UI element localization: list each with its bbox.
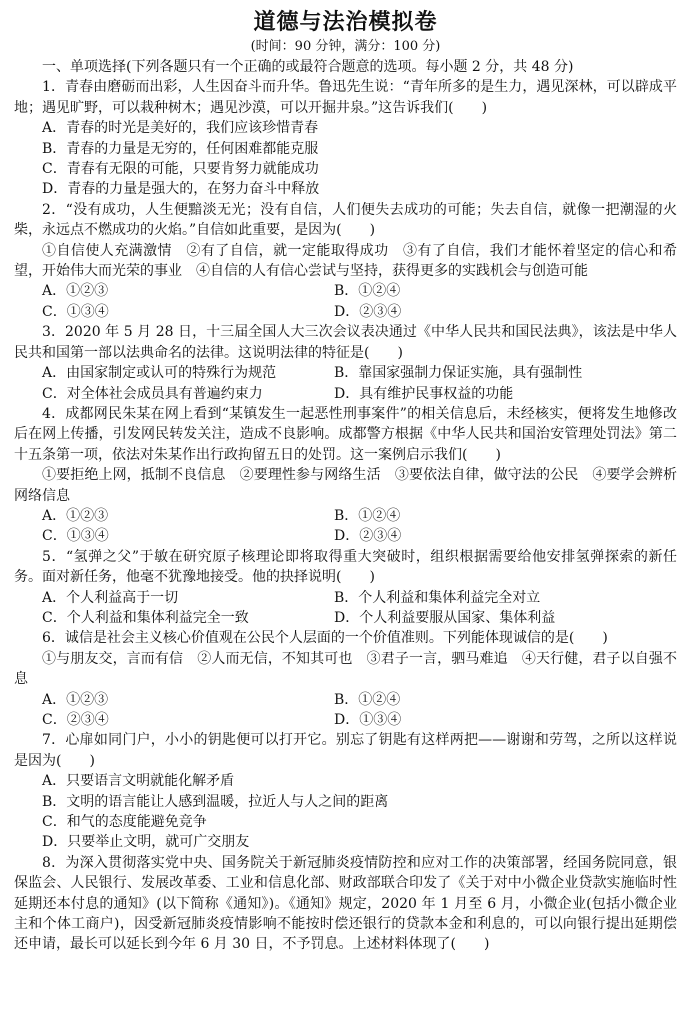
- option-c: C．①③④: [42, 528, 109, 545]
- option-c: C．对全体社会成员具有普遍约束力: [42, 385, 263, 402]
- option-c: C．②③④: [42, 712, 109, 728]
- option-row: [14, 588, 677, 608]
- option-d: D．②③④: [334, 528, 402, 545]
- option-d: D．只要举止文明，就可广交朋友: [42, 834, 250, 851]
- question-stem: 8．为深入贯彻落实党中央、国务院关于新冠肺炎疫情防控和应对工作的决策部署，经国务院同意，银保监会、人民银行、发展改革委、工业和信息化部、财政部联合印发了《关于对中小微企业贷款实施临时性延期还本付息的通知》(以下简称《通知》)。《通知》规定，2020 年 1 月至 6 月，小微企业(包括小微企业主和个体工商户)，因受新冠肺炎疫情影响不能按时偿还银行的贷款本金和利息的，可以向银行提出延期偿还申请，最长可以延长到今年 6 月 30 日，不予罚息。上述材料体现了( ): [14, 854, 677, 953]
- question-stem: 1．青春由磨砺而出彩，人生因奋斗而升华。鲁迅先生说：“青年所多的是生力，遇见深林，可以辟成平地；遇见旷野，可以栽种树木；遇见沙漠，可以开掘井泉。”这告诉我们( ): [14, 79, 677, 116]
- option-row: [14, 302, 677, 322]
- page-title: 道德与法治模拟卷: [253, 10, 438, 35]
- exam-info: (时间：90 分钟，满分：100 分): [250, 39, 441, 54]
- option-row: [14, 363, 677, 383]
- option-row: [14, 384, 677, 404]
- option-a: A．①②③: [42, 691, 109, 708]
- option-c: C．个人利益和集体利益完全一致: [42, 609, 249, 626]
- option-d: D．①③④: [334, 712, 402, 728]
- option-row: [14, 526, 677, 546]
- question-statements: ①自信使人充满激情 ②有了自信，就一定能取得成功 ③有了自信，我们才能怀着坚定的信心和希望，开始伟大而光荣的事业 ④自信的人有信心尝试与坚持，获得更多的实践机会与创造可能: [14, 242, 677, 280]
- option-a: A．只要语言文明就能化解矛盾: [42, 773, 235, 790]
- option-c: C．①③④: [42, 303, 109, 320]
- option-row: [14, 710, 677, 730]
- option-d: D．②③④: [334, 303, 402, 320]
- question-statements: ①与朋友交，言而有信 ②人而无信，不知其可也 ③君子一言，驷马难追 ④天行健，君子以自强不息: [14, 650, 677, 688]
- option-row: [14, 608, 677, 628]
- option-b: B．①②④: [334, 507, 401, 524]
- option-a: A．青春的时光是美好的，我们应该珍惜青春: [42, 120, 319, 137]
- option-row: [14, 690, 677, 710]
- option-d: D．青春的力量是强大的，在努力奋斗中释放: [42, 181, 320, 198]
- option-d: D．具有维护民事权益的功能: [334, 385, 514, 402]
- option-a: A．①②③: [42, 283, 109, 300]
- option-c: C．和气的态度能避免竞争: [42, 814, 207, 831]
- question-stem: 6．诚信是社会主义核心价值观在公民个人层面的一个价值准则。下列能体现诚信的是( ): [42, 630, 608, 647]
- option-row: [14, 281, 677, 301]
- option-b: B．①②④: [334, 691, 401, 708]
- question-stem: 3．2020 年 5 月 28 日，十三届全国人大三次会议表决通过《中华人民共和国民法典》，该法是中华人民共和国第一部以法典命名的法律。这说明法律的特征是( ): [14, 324, 677, 361]
- option-b: B．靠国家强制力保证实施，具有强制性: [334, 365, 583, 382]
- option-b: B．文明的语言能让人感到温暖，拉近人与人之间的距离: [42, 793, 389, 810]
- option-c: C．青春有无限的可能，只要肯努力就能成功: [42, 161, 319, 178]
- option-a: A．个人利益高于一切: [42, 589, 179, 606]
- question-stem: 4．成都网民朱某在网上看到“某镇发生一起恶性刑事案件”的相关信息后，未经核实，便将发生地修改后在网上传播，引发网民转发关注，造成不良影响。成都警方根据《中华人民共和国治安管理处罚法》第二十五条第一项，依法对朱某作出行政拘留五日的处罚。这一案例启示我们( ): [14, 405, 677, 463]
- option-b: B．①②④: [334, 283, 401, 300]
- question-stem: 7．心扉如同门户，小小的钥匙便可以打开它。别忘了钥匙有这样两把——谢谢和劳驾，之所以这样说是因为( ): [14, 732, 677, 769]
- option-a: A．由国家制定或认可的特殊行为规范: [42, 365, 277, 382]
- section-heading: 一、单项选择(下列各题只有一个正确的或最符合题意的选项。每小题 2 分，共 48 分): [42, 59, 574, 75]
- option-b: B．个人利益和集体利益完全对立: [334, 589, 541, 606]
- question-statements: ①要拒绝上网，抵制不良信息 ②要理性参与网络生活 ③要依法自律，做守法的公民 ④要学会辨析网络信息: [14, 467, 677, 504]
- option-a: A．①②③: [42, 507, 109, 524]
- question-stem: 5．“氢弹之父”于敏在研究原子核理论即将取得重大突破时，组织根据需要给他安排氢弹探索的新任务。面对新任务，他毫不犹豫地接受。他的抉择说明( ): [14, 548, 677, 586]
- option-b: B．青春的力量是无穷的，任何困难都能克服: [42, 140, 319, 157]
- option-d: D．个人利益要服从国家、集体利益: [334, 609, 556, 626]
- option-row: [14, 506, 677, 526]
- question-stem: 2．“没有成功，人生便黯淡无光；没有自信，人们便失去成功的可能；失去自信，就像一把潮湿的火柴，永远点不燃成功的火焰。”自信如此重要，是因为( ): [14, 201, 677, 239]
